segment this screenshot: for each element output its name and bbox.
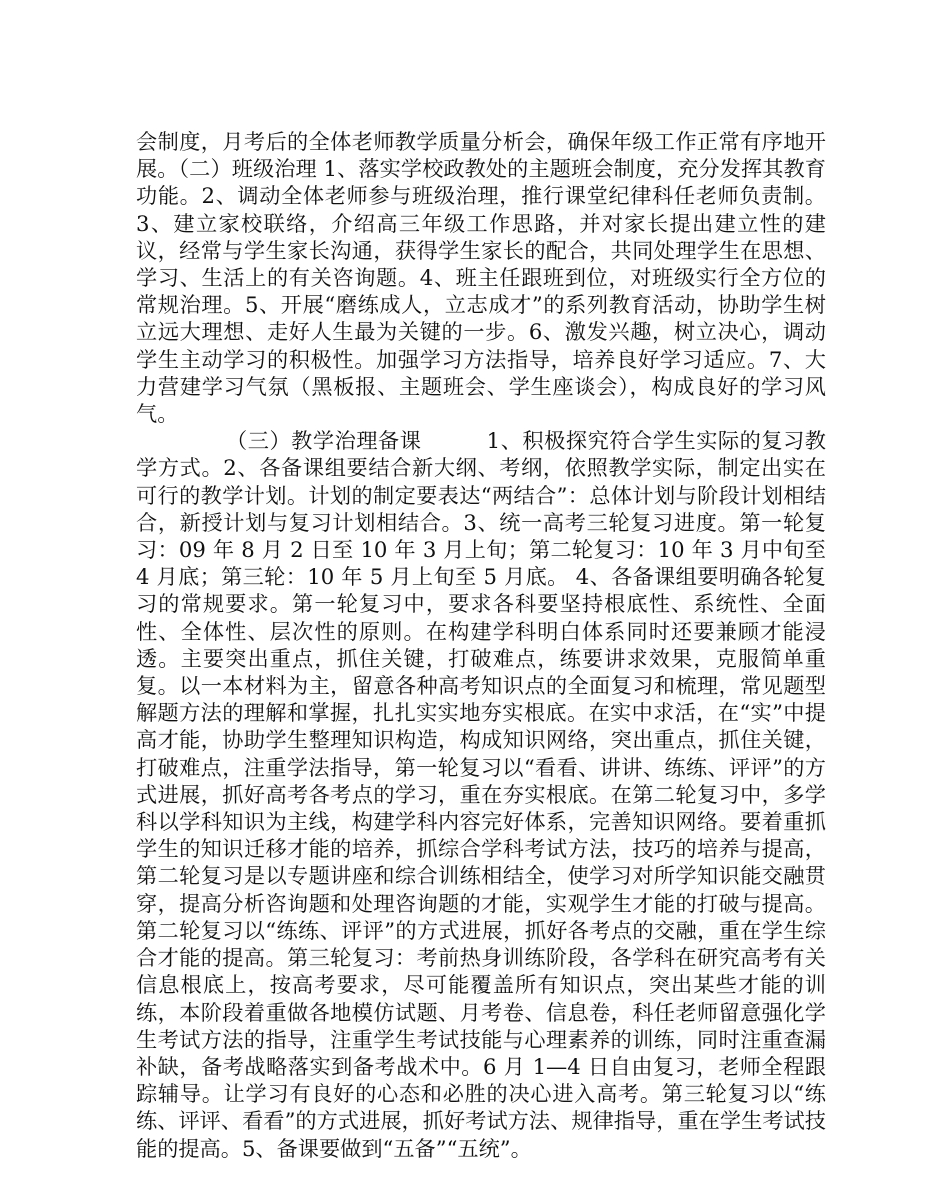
paragraph-class-management: 会制度，月考后的全体老师教学质量分析会，确保年级工作正常有序地开展。（二）班级治理 1、落实学校政教处的主题班会制度，充分发挥其教育功能。2、调动全体老师参与班级治理，推行课堂纪律科任老师负责制。3、建立家校联络，介绍高三年级工作思路，并对家长提出建立性的建议，经常与学生家长沟通，获得学生家长的配合，共同处理学生在思想、学习、生活上的有关咨询题。4、班主任跟班到位，对班级实行全方位的常规治理。5、开展“磨练成人，立志成才”的系列教育活动，协助学生树立远大理想、走好人生最为关键的一步。6、激发兴趣，树立决心，调动学生主动学习的积极性。加强学习方法指导，培养良好学习适应。7、大力营建学习气氛（黑板报、主题班会、学生座谈会），构成良好的学习风气。 xyxy=(136,129,826,427)
paragraph-teaching-management: （三）教学治理备课 1、积极探究符合学生实际的复习教学方式。2、各备课组要结合新大纲、考纲，依照教学实际，制定出实在可行的教学计划。计划的制定要表达“两结合”：总体计划与阶段计划相结合，新授计划与复习计划相结合。3、统一高考三轮复习进度。第一轮复习：09 年 8 月 2 日至 10 年 3 月上旬；第二轮复习：10 年 3 月中旬至 4 月底；第三轮：10 年 5 月上旬至 5 月底。 4、各备课组要明确各轮复习的常规要求。第一轮复习中，要求各科要坚持根底性、系统性、全面性、全体性、层次性的原则。在构建学科明白体系同时还要兼顾才能浸透。主要突出重点，抓住关键，打破难点，练要讲求效果，克服简单重复。以一本材料为主，留意各种高考知识点的全面复习和梳理，常见题型解题方法的理解和掌握，扎扎实实地夯实根底。在实中求活，在“实”中提高才能，协助学生整理知识构造，构成知识网络，突出重点，抓住关键，打破难点，注重学法指导，第一轮复习以“看看、讲讲、练练、评评”的方式进展，抓好高考各考点的学习，重在夯实根底。在第二轮复习中，多学科以学科知识为主线，构建学科内容完好体系，完善知识网络。要着重抓学生的知识迁移才能的培养，抓综合学科考试方法，技巧的培养与提高，第二轮复习是以专题讲座和综合训练相结全，使学习对所学知识能交融贯穿，提高分析咨询题和处理咨询题的才能，实观学生才能的打破与提高。第二轮复习以“练练、评评”的方式进展，抓好各考点的交融，重在学生综合才能的提高。第三轮复习：考前热身训练阶段，各学科在研究高考有关信息根底上，按高考要求，尽可能覆盖所有知识点，突出某些才能的训练，本阶段着重做各地模仿试题、月考卷、信息卷，科任老师留意强化学生考试方法的指导，注重学生考试技能与心理素养的训练，同时注重查漏补缺，备考战略落实到备考战术中。6 月 1—4 日自由复习，老师全程跟踪辅导。让学习有良好的心态和必胜的决心进入高考。第三轮复习以“练练、评评、看看”的方式进展，抓好考试方法、规律指导，重在学生考试技能的提高。5、备课要做到“五备”“五统”。 xyxy=(136,428,826,1161)
document-body xyxy=(136,128,826,1162)
